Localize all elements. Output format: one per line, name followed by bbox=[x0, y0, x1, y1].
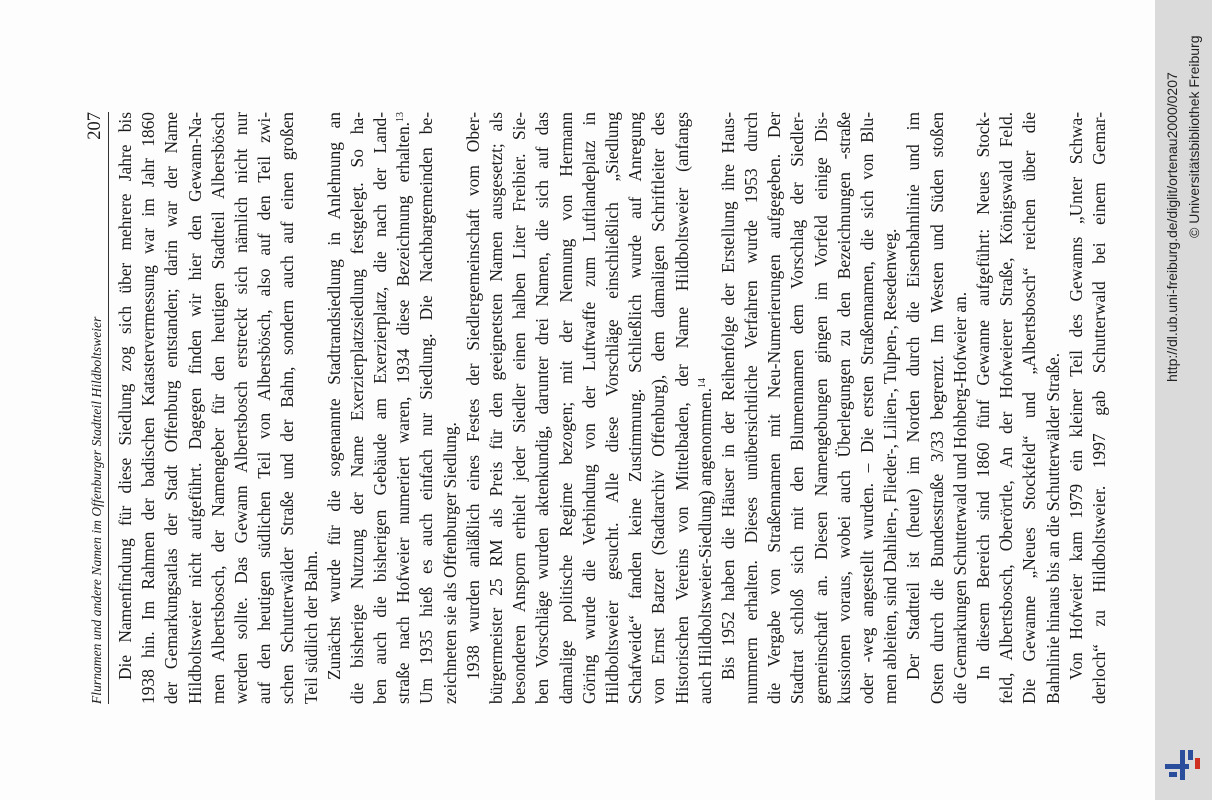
source-url[interactable]: http://dl.ub.uni-freiburg.de/diglit/ortenau2000/0207 bbox=[1164, 72, 1180, 382]
footnote-marker: 13 bbox=[395, 112, 407, 122]
text-line: 1938 wurden anläßlich eines Festes der Siedlergemeinschaft vom Ober- bbox=[462, 112, 483, 680]
text-line: die Gemarkungen Schutterwald und Hohberg-Hofweier an. bbox=[949, 291, 970, 704]
text-line: Hildboltsweier gesucht. Alle diese Vorschläge einschließlich „Siedlung bbox=[601, 112, 622, 704]
text-line: werden sollte. Das Gewann Albertsbosch erstreckt sich nämlich nicht nur bbox=[230, 112, 251, 704]
text-line: Osten durch die Bundesstraße 3/33 begrenzt. Im Westen und Süden stoßen bbox=[926, 112, 947, 704]
text-line: oder -weg angestellt wurden. – Die ersten Straßennamen, die sich von Blu- bbox=[857, 112, 877, 704]
text-line: Schafweide“ fanden keine Zustimmung. Schließlich wurde auf Anregung bbox=[625, 112, 646, 704]
text-line: die Vergabe von Straßennamen mit Neu-Numerierungen aufgegeben. Der bbox=[764, 112, 785, 704]
text-line: Die Gewanne „Neues Stockfeld“ und „Albertsbosch“ reichen über die bbox=[1019, 112, 1040, 704]
text-line: von Ernst Batzer (Stadtarchiv Offenburg), dem damaligen Schriftleiter des bbox=[648, 112, 669, 704]
text-line: auf den heutigen südlichen Teil von Albersbösch, also auf den Teil zwi- bbox=[254, 112, 275, 704]
text-line: Der Stadtteil ist (heute) im Norden durch die Eisenbahnlinie und im bbox=[903, 112, 924, 680]
text-line: gemeinschaft an. Diesen Namengebungen gingen im Vorfeld einige Dis- bbox=[810, 112, 831, 704]
text-line: Bis 1952 haben die Häuser in der Reihenfolge der Erstellung ihre Haus- bbox=[717, 112, 738, 680]
text-line: besonderen Ansporn erhielt jeder Siedler einen halben Liter Freibier. Sie- bbox=[509, 112, 530, 704]
text-line: Um 1935 hieß es auch einfach nur Siedlung. Die Nachbargemeinden be- bbox=[416, 112, 437, 704]
text-line bbox=[392, 112, 415, 704]
text-line: men ableiten, sind Dahlien-, Flieder-, Lilien-, Tulpen-, Resedenweg. bbox=[880, 228, 901, 704]
university-library-logo-icon bbox=[1163, 744, 1203, 784]
text-line-content: auch Hildboltsweier-Siedlung) angenommen. bbox=[694, 388, 715, 704]
text-line: die bisherige Nutzung der Name Exerzierplatzsiedlung festgelegt. So ha- bbox=[346, 112, 367, 704]
text-line: der Gemarkungsatlas der Stadt Offenburg entstanden; darin war der Name bbox=[161, 112, 182, 704]
text-line: Göring wurde die Verbindung von der Luftwaffe zum Luftlandeplatz in bbox=[578, 112, 599, 704]
footnote-marker: 14 bbox=[696, 378, 708, 388]
text-line: bürgermeister 25 RM als Preis für den geeignetsten Namen ausgesetzt; als bbox=[486, 112, 506, 704]
text-line: derloch“ zu Hildboltsweier. 1997 gab Schutterwald bei einem Gemar- bbox=[1088, 112, 1109, 704]
text-line: Hildboltsweier nicht aufgeführt. Dagegen finden wir hier den Gewann-Na- bbox=[184, 112, 205, 704]
text-line: zeichneten sie als Offenburger Siedlung. bbox=[439, 422, 460, 704]
text-line: Bahnlinie hinaus bis an die Schutterwälder Straße. bbox=[1042, 352, 1063, 704]
text-line: Historischen Vereins von Mittelbaden, der Name Hildboltsweier (anfangs bbox=[671, 112, 692, 704]
text-line: ben Vorschläge wurden aktenkundig, darunter drei Namen, die sich auf das bbox=[532, 112, 553, 704]
text-line: Die Namenfindung für diese Siedlung zog sich über mehrere Jahre bis bbox=[115, 112, 135, 680]
copyright-notice: © Universitätsbibliothek Freiburg bbox=[1186, 35, 1202, 238]
text-line: nummern erhalten. Dieses unübersichtliche Verfahren wurde 1953 durch bbox=[741, 112, 762, 704]
text-line: Stadtrat schloß sich mit den Blumennamen dem Vorschlag der Siedler- bbox=[787, 112, 808, 704]
text-line: men Albertsbosch, der Namengeber für den heutigen Stadtteil Albersbösch bbox=[207, 112, 228, 704]
text-line: In diesem Bereich sind 1860 fünf Gewanne aufgeführt: Neues Stock- bbox=[972, 112, 993, 680]
text-line: feld, Albertsbosch, Oberörtle, An der Hofweierer Straße, Königswald Feld. bbox=[996, 112, 1017, 704]
text-line: schen Schutterwälder Straße und der Bahn, sondern auch auf einen großen bbox=[277, 112, 298, 704]
text-line: 1938 hin. Im Rahmen der badischen Katastervermessung war im Jahr 1860 bbox=[138, 112, 159, 704]
text-line: Zunächst wurde für die sogenannte Stadtrandsiedlung in Anlehnung an bbox=[323, 112, 344, 680]
page-header bbox=[82, 112, 109, 704]
text-line: Teil südlich der Bahn. bbox=[300, 550, 321, 704]
text-line-content: straße nach Hofweier numeriert waren, 1934 diese Bezeichnung erhalten. bbox=[393, 122, 414, 704]
text-line bbox=[694, 112, 717, 704]
text-line: damalige politische Regime bezogen; mit der Nennung von Hermann bbox=[555, 112, 576, 704]
body-text bbox=[114, 112, 1111, 704]
text-line: kussionen voraus, wobei auch Überlegungen zu den Bezeichnungen -straße bbox=[833, 112, 854, 704]
text-line: ben auch die bisherigen Gebäude am Exerzierplatz, die nach der Land- bbox=[370, 112, 391, 704]
running-head: Flurnamen und andere Namen im Offenburger Stadtteil Hildboltsweier bbox=[89, 316, 104, 704]
text-line: Von Hofweier kam 1979 ein kleiner Teil des Gewanns „Unter Schwa- bbox=[1065, 112, 1086, 680]
page-number: 207 bbox=[85, 112, 105, 140]
